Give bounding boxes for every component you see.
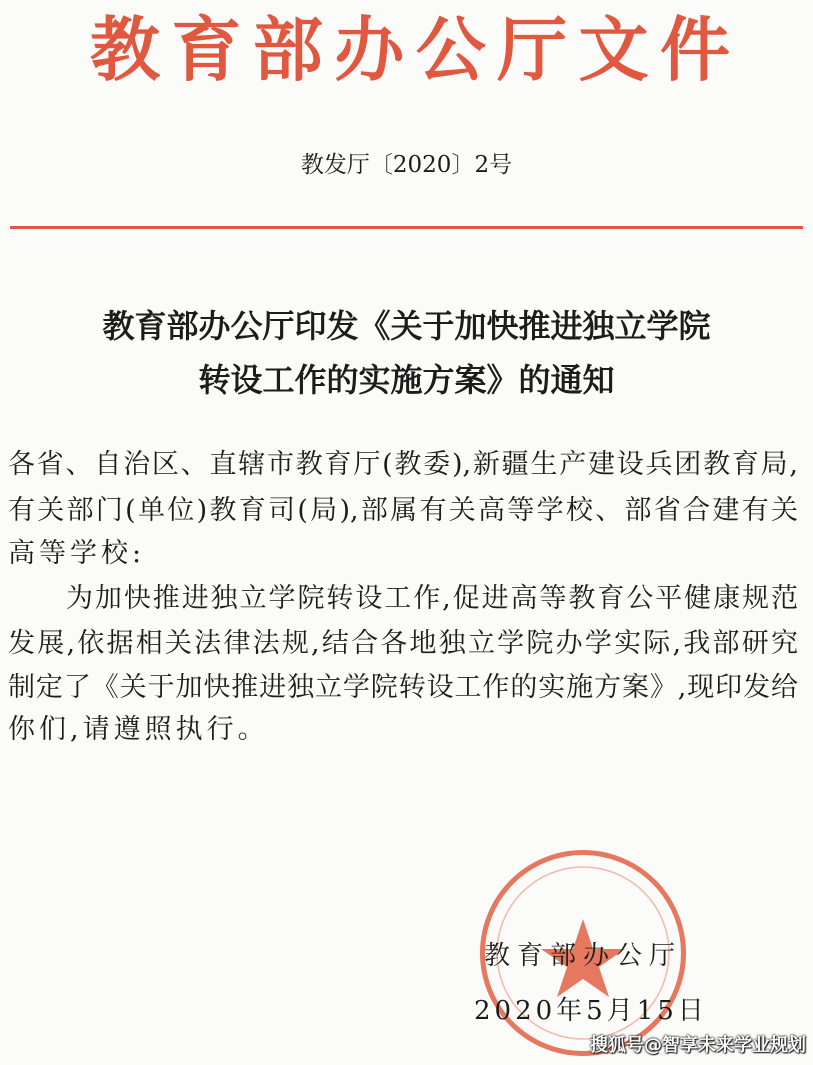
issuer-signature: 教育部办公厅 [484,941,683,971]
header-char: 办 [334,8,405,91]
header-char: 厅 [497,8,568,91]
header-char: 文 [578,8,649,91]
body-line: 高等学校: [8,538,146,569]
body-line: 发展,依据相关法律法规,结合各地独立学院办学实际,我部研究 [8,628,798,659]
header-char: 公 [415,8,486,91]
notice-title-line-1: 教育部办公厅印发《关于加快推进独立学院 [102,307,711,345]
body-line: 制定了《关于加快推进独立学院转设工作的实施方案》,现印发给 [8,672,798,703]
document-number: 教发厅〔2020〕2号 [300,152,513,178]
body-line: 你们,请遵照执行。 [8,714,269,745]
body-line: 为加快推进独立学院转设工作,促进高等教育公平健康规范 [66,583,798,614]
red-divider [10,226,803,229]
header-char: 件 [659,8,730,91]
header-char: 育 [171,8,242,91]
header-char: 教 [90,8,160,91]
document-header-title [90,5,730,95]
watermark: 搜狐号@智享未来学业规划 [590,1035,806,1056]
notice-title-line-2: 转设工作的实施方案》的通知 [198,361,615,399]
header-char: 部 [252,8,323,91]
body-line: 各省、自治区、直辖市教育厅(教委),新疆生产建设兵团教育局, [8,449,798,480]
body-line: 有关部门(单位)教育司(局),部属有关高等学校、部省合建有关 [8,495,798,526]
issue-date: 2020年5月15日 [474,996,708,1026]
